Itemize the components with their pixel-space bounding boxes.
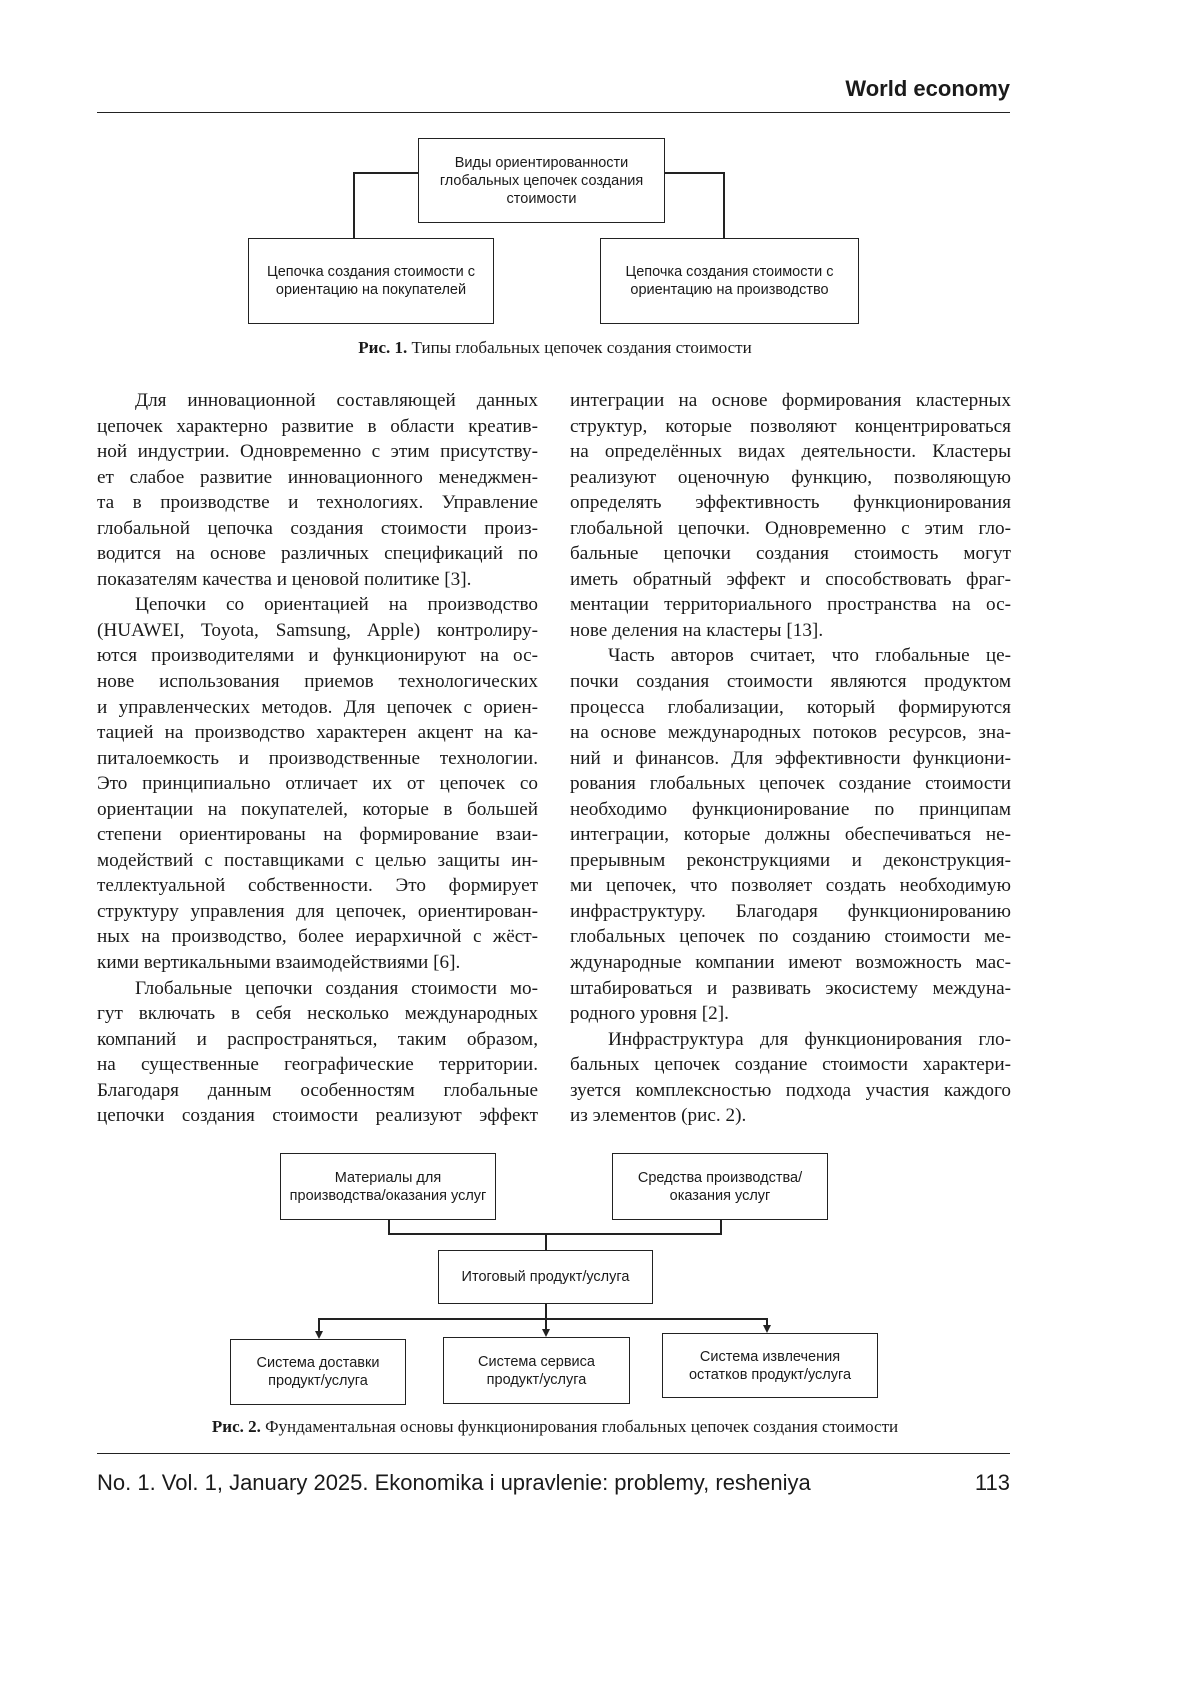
connector (545, 1304, 547, 1319)
fig1-producer-box: Цепочка создания стоимости с ориентацию на производство (600, 238, 859, 324)
footer-rule (97, 1453, 1010, 1454)
fig2-means-box: Средства производства/оказания услуг (612, 1153, 828, 1220)
text-line: нове деления на кластеры [13]. (570, 618, 1011, 644)
text-line: интеграции на основе формирования кластерных (570, 388, 1011, 414)
text-line: ет слабое развитие инновационного менеджмен- (97, 465, 538, 491)
text-line: цепочек характерно развитие в области креатив- (97, 414, 538, 440)
text-line: степени ориентированы на формирование взаи- (97, 822, 538, 848)
text-line: прерывным реконструкциями и деконструкция- (570, 848, 1011, 874)
text-line: на определённых видах деятельности. Кластеры (570, 439, 1011, 465)
text-line: показателям качества и ценовой политике [3]. (97, 567, 538, 593)
text-line: почки создания стоимости являются продуктом (570, 669, 1011, 695)
text-line: ориентации на покупателей, которые в большей (97, 797, 538, 823)
text-line: глобальной цепочка создания стоимости произ- (97, 516, 538, 542)
text-line: нове использования приемов технологических (97, 669, 538, 695)
fig1-buyer-box: Цепочка создания стоимости с ориентацию на покупателей (248, 238, 494, 324)
text-line: рования глобальных цепочек создание стоимости (570, 771, 1011, 797)
text-line: глобальных цепочек по созданию стоимости ме- (570, 924, 1011, 950)
text-line: Часть авторов считает, что глобальные це- (570, 643, 1011, 669)
text-line: Это принципиально отличает их от цепочек со (97, 771, 538, 797)
text-line: процесса глобализации, который формируются (570, 695, 1011, 721)
figure-1-caption: Рис. 1. Типы глобальных цепочек создания стоимости (0, 338, 1110, 358)
text-line: инфраструктуру. Благодаря функционированию (570, 899, 1011, 925)
connector (388, 1220, 390, 1234)
text-line: иметь обратный эффект и способствовать фраг- (570, 567, 1011, 593)
text-line: штабироваться и развивать экосистему междуна- (570, 976, 1011, 1002)
left-text-column (97, 388, 538, 1129)
fig1-root-box: Виды ориентированности глобальных цепочек создания стоимости (418, 138, 665, 223)
text-line: родного уровня [2]. (570, 1001, 1011, 1027)
arrow-down-icon (763, 1325, 771, 1333)
text-line: та в производстве и технологиях. Управление (97, 490, 538, 516)
document-page (0, 0, 1200, 1698)
connector (318, 1318, 320, 1332)
text-line: бальных цепочек создание стоимости характери- (570, 1052, 1011, 1078)
text-line: Инфраструктура для функционирования гло- (570, 1027, 1011, 1053)
connector (353, 172, 418, 174)
text-line: Цепочки со ориентацией на производство (97, 592, 538, 618)
text-line: реализуют оценочную функцию, позволяющую (570, 465, 1011, 491)
text-line: структуру управления для цепочек, ориентирован- (97, 899, 538, 925)
text-line: (HUAWEI, Toyota, Samsung, Apple) контролиру- (97, 618, 538, 644)
text-line: кими вертикальными взаимодействиями [6]. (97, 950, 538, 976)
text-line: модействий с поставщиками с целью защиты ин- (97, 848, 538, 874)
fig2-service-box: Система сервиса продукт/услуга (443, 1337, 630, 1404)
text-line: тацией на производство характерен акцент на ка- (97, 720, 538, 746)
text-line: Благодаря данным особенностям глобальные (97, 1078, 538, 1104)
fig2-delivery-box: Система доставки продукт/услуга (230, 1339, 406, 1405)
connector (353, 172, 355, 238)
text-line: необходимо функционирование по принципам (570, 797, 1011, 823)
text-line: структур, которые позволяют концентрироваться (570, 414, 1011, 440)
text-line: ных на производство, более иерархичной с жёст- (97, 924, 538, 950)
page-number: 113 (975, 1470, 1010, 1496)
connector (665, 172, 724, 174)
text-line: питалоемкость и производственные технологии. (97, 746, 538, 772)
connector (388, 1233, 722, 1235)
text-line: на основе международных потоков ресурсов, зна- (570, 720, 1011, 746)
text-line: глобальной цепочки. Одновременно с этим гло- (570, 516, 1011, 542)
figure-2-caption: Рис. 2. Фундаментальная основы функционирования глобальных цепочек создания стоимости (0, 1417, 1110, 1437)
connector (720, 1220, 722, 1234)
fig2-materials-box: Материалы для производства/оказания услуг (280, 1153, 496, 1220)
text-line: интеграции, которые должны обеспечиваться не- (570, 822, 1011, 848)
text-line: бальные цепочки создания стоимость могут (570, 541, 1011, 567)
text-line: на существенные географические территории. (97, 1052, 538, 1078)
fig2-residue-box: Система извлечения остатков продукт/услуга (662, 1333, 878, 1398)
text-line: теллектуальной собственности. Это формирует (97, 873, 538, 899)
fig2-product-box: Итоговый продукт/услуга (438, 1250, 653, 1304)
right-text-column (570, 388, 1011, 1129)
text-line: компаний и распространяться, таким образом, (97, 1027, 538, 1053)
text-line: ний и финансов. Для эффективности функциони- (570, 746, 1011, 772)
text-line: из элементов (рис. 2). (570, 1103, 1011, 1129)
connector (545, 1233, 547, 1250)
text-line: гут включать в себя несколько международных (97, 1001, 538, 1027)
arrow-down-icon (542, 1329, 550, 1337)
connector (723, 172, 725, 238)
text-line: ждународные компании имеют возможность мас- (570, 950, 1011, 976)
text-line: цепочки создания стоимости реализуют эффект (97, 1103, 538, 1129)
text-line: определять эффективность функционирования (570, 490, 1011, 516)
text-line: зуется комплексностью подхода участия каждого (570, 1078, 1011, 1104)
text-line: и управленческих методов. Для цепочек с ориен- (97, 695, 538, 721)
text-line: ми цепочек, что позволяет создать необходимую (570, 873, 1011, 899)
text-line: ментации территориального пространства на ос- (570, 592, 1011, 618)
section-header: World economy (845, 76, 1010, 102)
text-line: водится на основе различных спецификаций по (97, 541, 538, 567)
text-line: ной индустрии. Одновременно с этим присутству- (97, 439, 538, 465)
arrow-down-icon (315, 1331, 323, 1339)
text-line: ются производителями и функционируют на ос- (97, 643, 538, 669)
journal-citation: No. 1. Vol. 1, January 2025. Ekonomika i upravlenie: problemy, resheniya (97, 1470, 811, 1496)
text-line: Глобальные цепочки создания стоимости мо- (97, 976, 538, 1002)
text-line: Для инновационной составляющей данных (97, 388, 538, 414)
header-rule (97, 112, 1010, 113)
connector (318, 1318, 767, 1320)
